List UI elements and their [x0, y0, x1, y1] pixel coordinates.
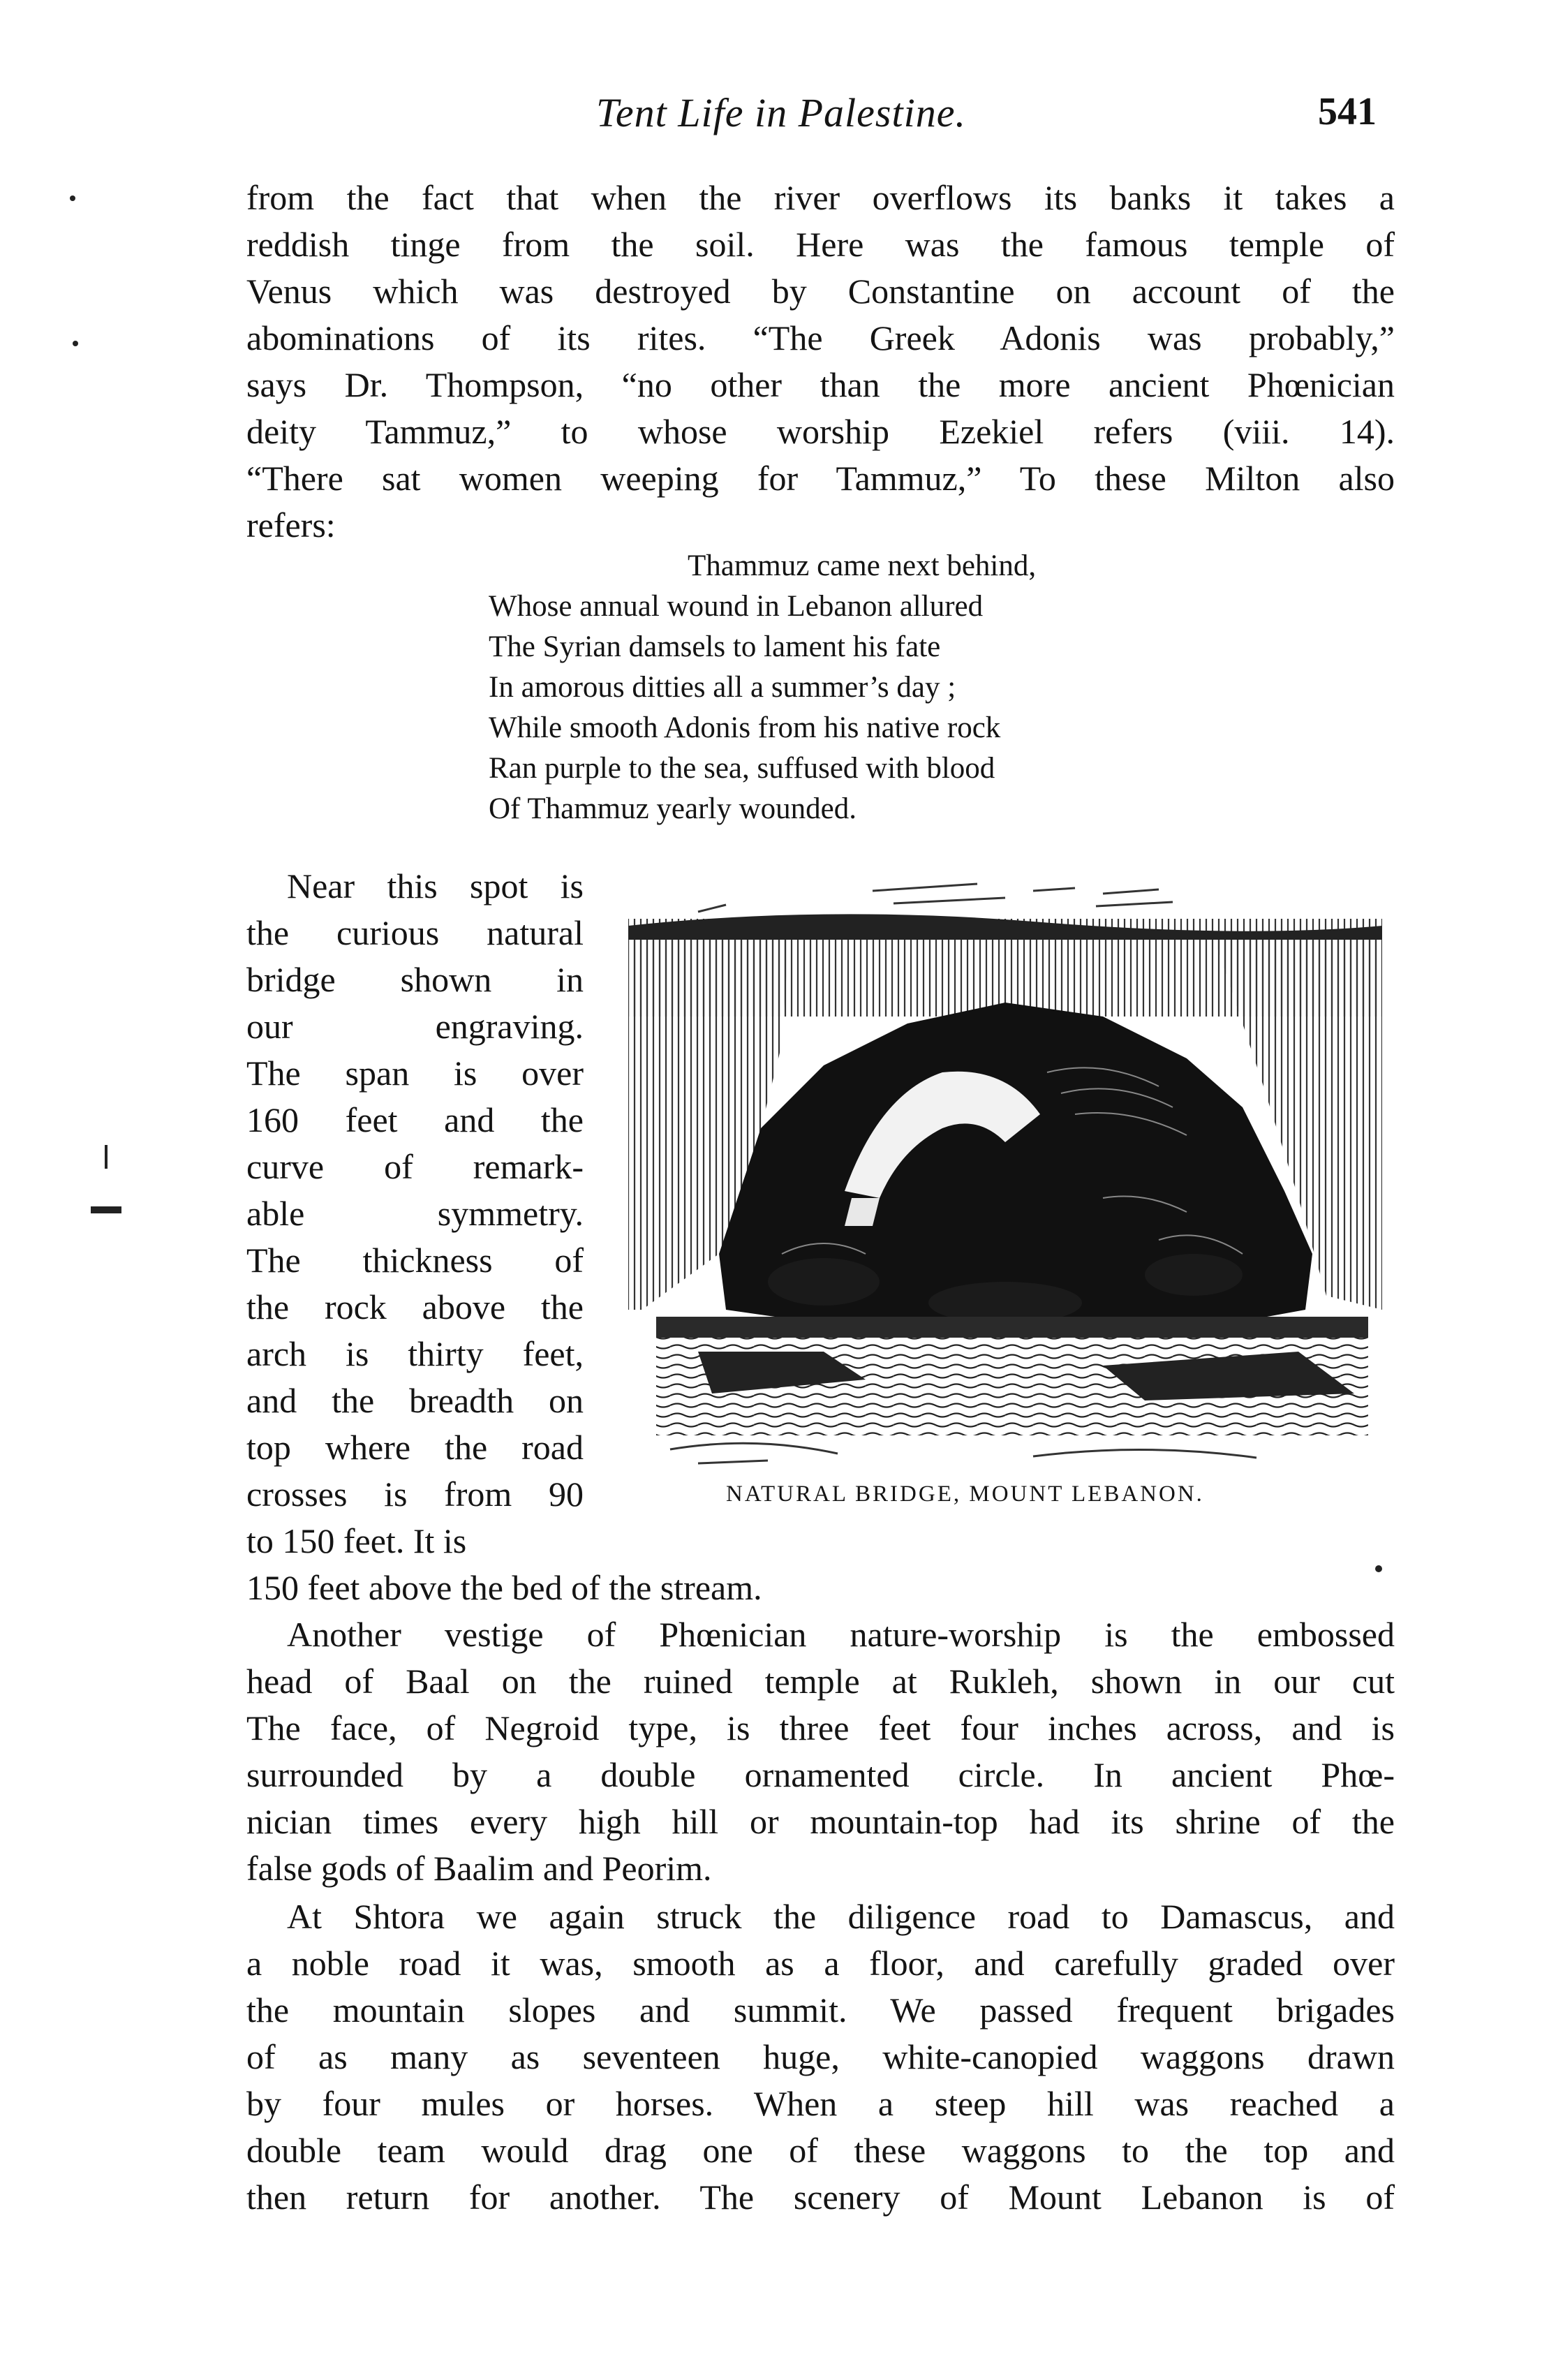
- figure-caption: NATURAL BRIDGE, MOUNT LEBANON.: [726, 1481, 1204, 1507]
- text-line: Venus which was destroyed by Constantine on account of the: [246, 272, 1395, 311]
- text-line: deity Tammuz,” to whose worship Ezekiel refers (viii. 14).: [246, 412, 1395, 451]
- natural-bridge-engraving: [614, 863, 1403, 1477]
- text-line: double team would drag one of these waggons to the top and: [246, 2131, 1395, 2170]
- page-number: 541: [1318, 90, 1377, 133]
- running-title: Tent Life in Palestine.: [596, 90, 966, 135]
- scan-mark: [73, 341, 78, 346]
- text-line: the rock above the: [246, 1287, 584, 1326]
- scan-mark: [70, 195, 75, 201]
- text-line: nician times every high hill or mountain-top had its shrine of the: [246, 1802, 1395, 1841]
- text-line: and the breadth on: [246, 1381, 584, 1420]
- paragraph-shtora: [246, 1893, 1395, 2221]
- text-line: to 150 feet. It is: [246, 1521, 467, 1560]
- poem-line: While smooth Adonis from his native rock: [489, 711, 1001, 744]
- text-line: The thickness of: [246, 1241, 584, 1280]
- scan-mark: [105, 1145, 108, 1169]
- poem-line: The Syrian damsels to lament his fate: [489, 630, 941, 663]
- milton-quotation: [489, 546, 1036, 829]
- poem-line: Whose annual wound in Lebanon allured: [489, 590, 984, 623]
- poem-line: Thammuz came next behind,: [688, 549, 1037, 582]
- paragraph-natural-bridge-end: [246, 1565, 1395, 1611]
- poem-line: Ran purple to the sea, suffused with blood: [489, 752, 995, 785]
- text-line: abominations of its rites. “The Greek Adonis was probably,”: [246, 318, 1395, 357]
- text-line: by four mules or horses. When a steep hill was reached a: [246, 2084, 1395, 2123]
- text-line: 160 feet and the: [246, 1100, 584, 1139]
- scan-mark: [91, 1206, 121, 1213]
- text-line: then return for another. The scenery of Mount Lebanon is of: [246, 2178, 1395, 2217]
- text-line: 150 feet above the bed of the stream.: [246, 1568, 762, 1607]
- text-line: refers:: [246, 505, 336, 545]
- text-line: curve of remark-: [246, 1147, 584, 1186]
- paragraph-adonis: [246, 175, 1395, 549]
- text-line: head of Baal on the ruined temple at Rukleh, shown in our cut: [246, 1662, 1395, 1701]
- text-line: At Shtora we again struck the diligence road to Damascus, and: [287, 1897, 1395, 1936]
- text-line: able symmetry.: [246, 1194, 584, 1233]
- poem-line: In amorous ditties all a summer’s day ;: [489, 671, 956, 704]
- text-line: The face, of Negroid type, is three feet four inches across, and is: [246, 1708, 1395, 1747]
- text-line: surrounded by a double ornamented circle. In ancient Phœ-: [246, 1755, 1395, 1794]
- paragraph-baal: [246, 1611, 1395, 1892]
- text-line: reddish tinge from the soil. Here was the famous temple of: [246, 225, 1395, 264]
- text-line: false gods of Baalim and Peorim.: [246, 1849, 712, 1888]
- text-line: a noble road it was, smooth as a floor, and carefully graded over: [246, 1944, 1395, 1983]
- poem-line: Of Thammuz yearly wounded.: [489, 792, 857, 825]
- text-line: The span is over: [246, 1054, 584, 1093]
- text-line: the mountain slopes and summit. We passed frequent brigades: [246, 1990, 1395, 2030]
- scan-mark: [1375, 1565, 1382, 1572]
- text-line: bridge shown in: [246, 960, 584, 999]
- text-line: our engraving.: [246, 1007, 584, 1046]
- text-line: the curious natural: [246, 913, 584, 952]
- text-line: Another vestige of Phœnician nature-worship is the embossed: [287, 1615, 1395, 1654]
- text-line: of as many as seventeen huge, white-canopied waggons drawn: [246, 2037, 1395, 2076]
- text-line: Near this spot is: [287, 866, 584, 906]
- text-line: crosses is from 90: [246, 1474, 584, 1514]
- text-line: top where the road: [246, 1428, 584, 1467]
- text-line: arch is thirty feet,: [246, 1334, 584, 1373]
- paragraph-natural-bridge: [246, 863, 584, 1565]
- text-line: from the fact that when the river overflows its banks it takes a: [246, 178, 1395, 217]
- text-line: “There sat women weeping for Tammuz,” To these Milton also: [246, 459, 1395, 498]
- text-line: says Dr. Thompson, “no other than the more ancient Phœnician: [246, 365, 1395, 404]
